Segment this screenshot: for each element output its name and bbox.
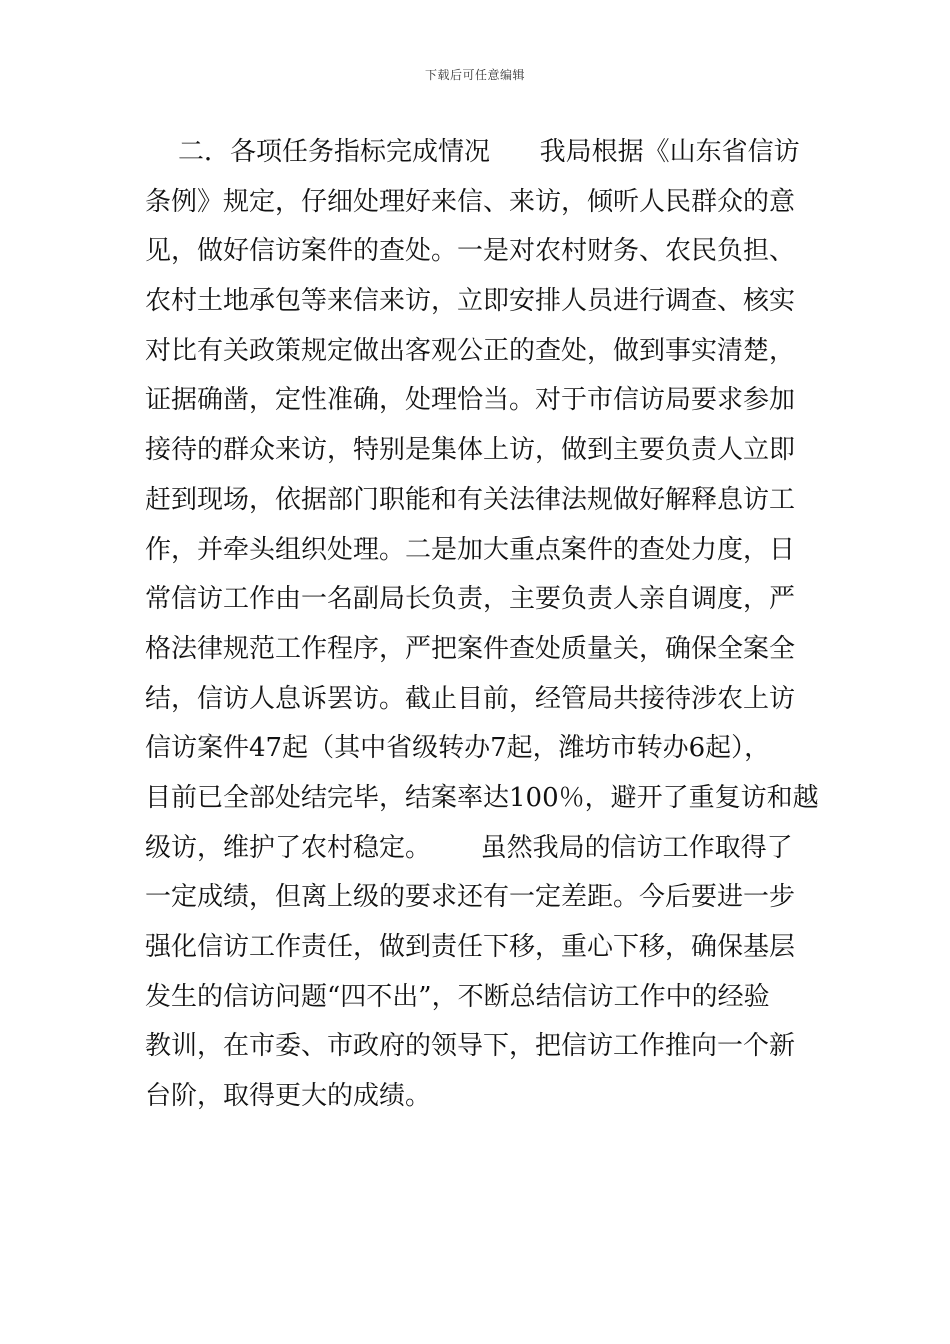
text-line: 赶到现场，依据部门职能和有关法律法规做好解释息访工 <box>145 484 796 515</box>
text-line: 结，信访人息诉罢访。截止目前，经管局共接待涉农上访 <box>145 683 796 714</box>
text-line: 格法律规范工作程序，严把案件查处质量关，确保全案全 <box>145 633 796 664</box>
text-line: 信访案件47起（其中省级转办7起，潍坊市转办6起）， <box>145 733 771 764</box>
text-line: 证据确凿，定性准确，处理恰当。对于市信访局要求参加 <box>145 385 796 416</box>
text-line: 常信访工作由一名副局长负责，主要负责人亲自调度，严 <box>145 584 796 615</box>
text-line: 目前已全部处结完毕，结案率达100％，避开了重复访和越 <box>145 782 819 813</box>
text-line: 一定成绩，但离上级的要求还有一定差距。今后要进一步 <box>145 882 796 913</box>
text-line: 作，并牵头组织处理。二是加大重点案件的查处力度，日 <box>145 534 796 565</box>
text-line: 见，做好信访案件的查处。一是对农村财务、农民负担、 <box>145 236 796 267</box>
text-line: 农村土地承包等来信来访，立即安排人员进行调查、核实 <box>145 286 796 317</box>
text-line: 发生的信访问题“四不出”，不断总结信访工作中的经验 <box>145 981 770 1012</box>
text-line: 台阶，取得更大的成绩。 <box>145 1081 432 1112</box>
text-line: 接待的群众来访，特别是集体上访，做到主要负责人立即 <box>145 435 796 466</box>
text-line: 条例》规定，仔细处理好来信、来访，倾听人民群众的意 <box>145 186 796 217</box>
text-line: 二．各项任务指标完成情况 我局根据《山东省信访 <box>145 137 800 167</box>
header-note: 下载后可任意编辑 <box>424 68 525 82</box>
text-line: 对比有关政策规定做出客观公正的查处，做到事实清楚， <box>145 335 796 366</box>
text-line: 强化信访工作责任，做到责任下移，重心下移，确保基层 <box>145 932 796 962</box>
body-text <box>145 128 819 1122</box>
text-line: 教训，在市委、市政府的领导下，把信访工作推向一个新 <box>145 1031 796 1062</box>
text-line: 级访，维护了农村稳定。 虽然我局的信访工作取得了 <box>145 832 793 863</box>
